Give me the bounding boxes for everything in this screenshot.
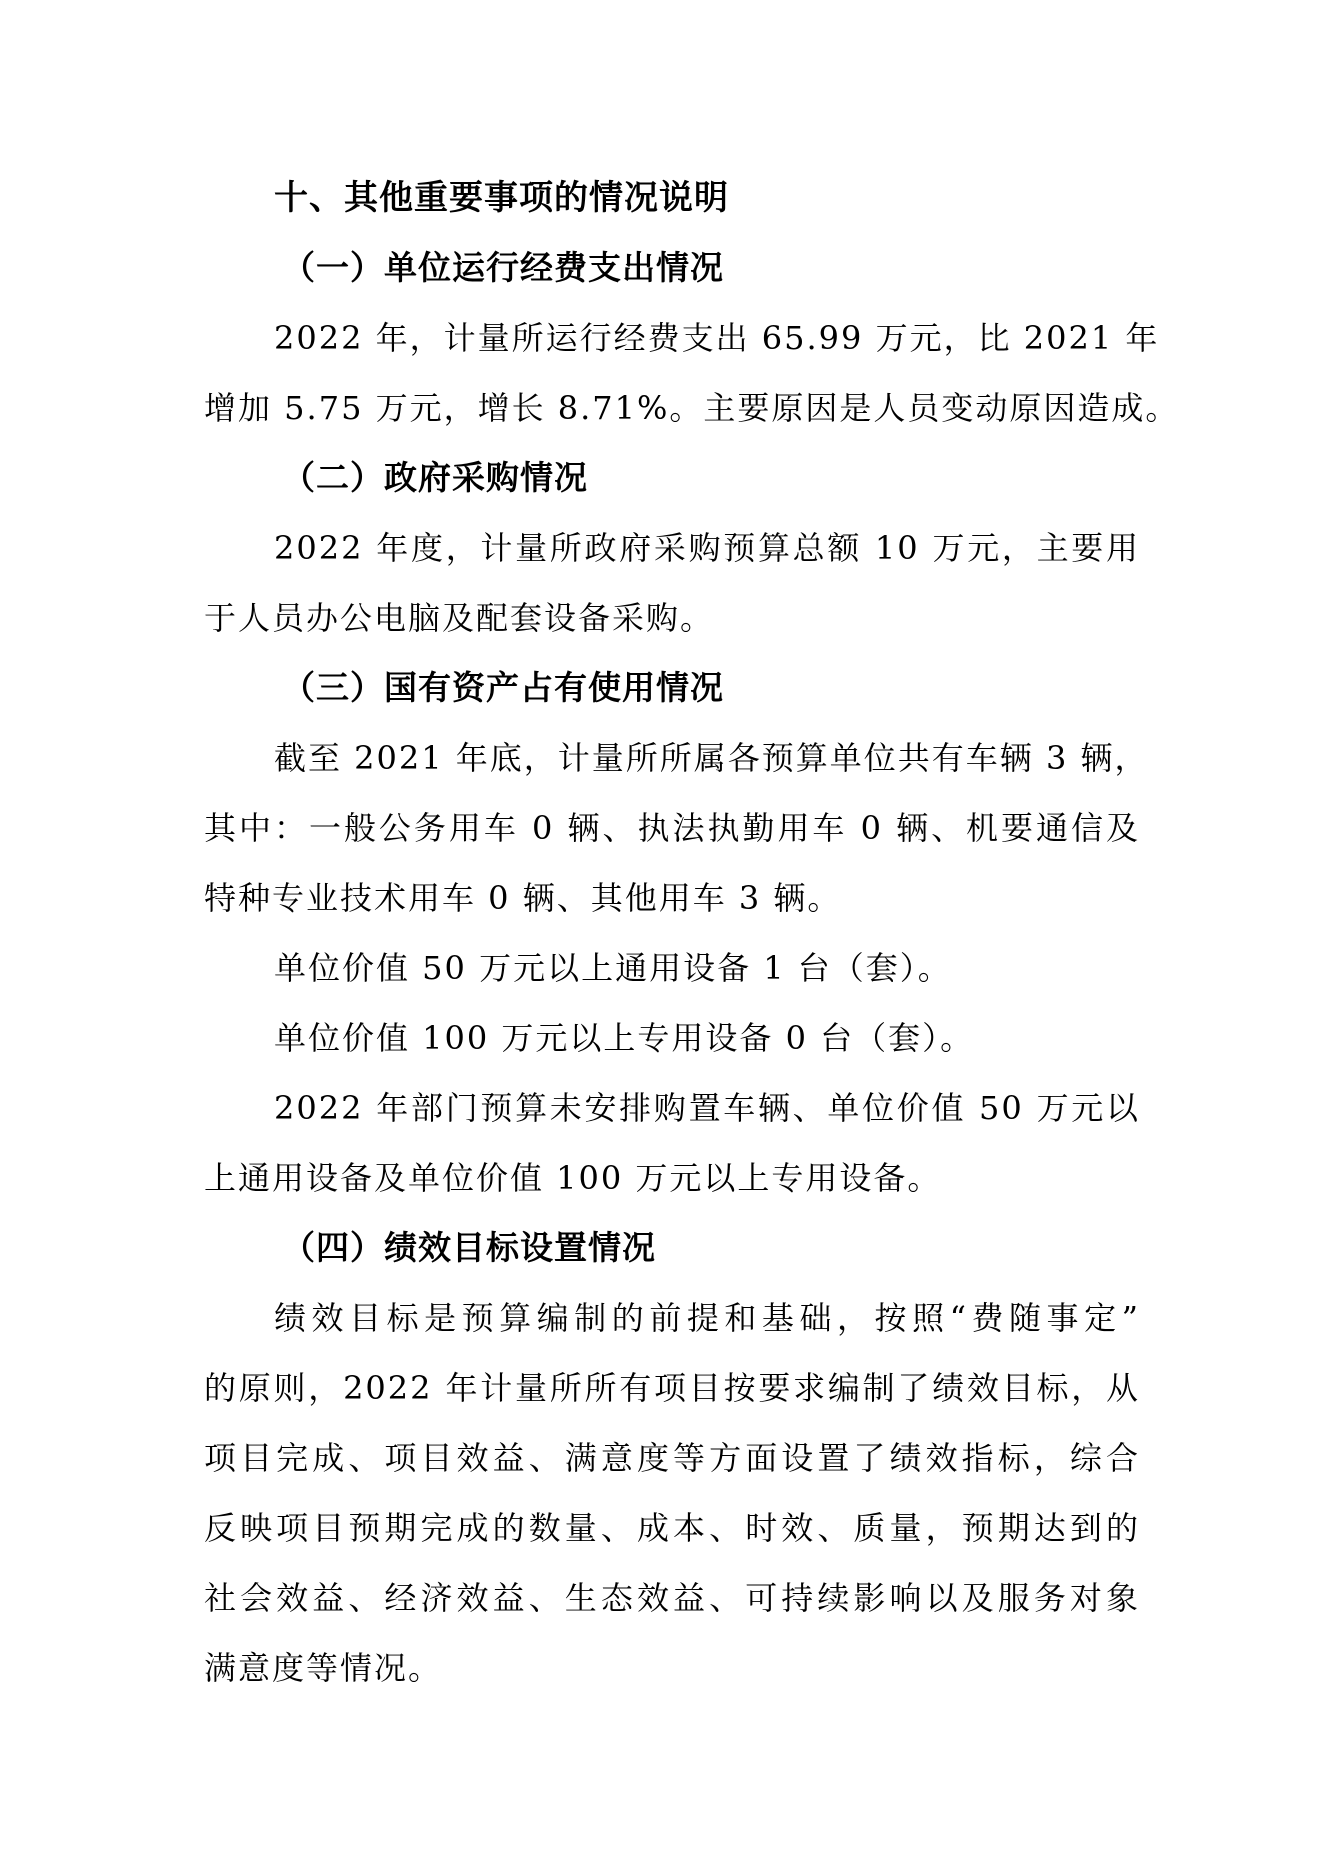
- paragraph-line: 绩效目标是预算编制的前提和基础，按照“费随事定”: [274, 1299, 1140, 1337]
- paragraph-line: 单位价值 50 万元以上通用设备 1 台（套）。: [274, 949, 952, 987]
- paragraph-line: 2022 年，计量所运行经费支出 65.99 万元，比 2021 年: [274, 319, 1160, 357]
- paragraph-line: 项目完成、项目效益、满意度等方面设置了绩效指标，综合: [204, 1439, 1140, 1477]
- paragraph-line: 满意度等情况。: [204, 1649, 443, 1687]
- subsection-heading-3: （三）国有资产占有使用情况: [282, 668, 724, 707]
- paragraph-line: 增加 5.75 万元，增长 8.71%。主要原因是人员变动原因造成。: [204, 389, 1180, 427]
- paragraph-line: 特种专业技术用车 0 辆、其他用车 3 辆。: [204, 879, 842, 917]
- paragraph-line: 2022 年度，计量所政府采购预算总额 10 万元，主要用: [274, 529, 1140, 567]
- paragraph-line: 单位价值 100 万元以上专用设备 0 台（套）。: [274, 1019, 975, 1057]
- paragraph-line: 其中：一般公务用车 0 辆、执法执勤用车 0 辆、机要通信及: [204, 809, 1140, 847]
- paragraph-line: 社会效益、经济效益、生态效益、可持续影响以及服务对象: [204, 1579, 1140, 1617]
- paragraph-line: 2022 年部门预算未安排购置车辆、单位价值 50 万元以: [274, 1089, 1140, 1127]
- subsection-heading-2: （二）政府采购情况: [282, 458, 588, 497]
- section-title: 十、其他重要事项的情况说明: [274, 178, 729, 218]
- paragraph-line: 的原则，2022 年计量所所有项目按要求编制了绩效目标，从: [204, 1369, 1140, 1407]
- paragraph-line: 上通用设备及单位价值 100 万元以上专用设备。: [204, 1159, 942, 1197]
- subsection-heading-4: （四）绩效目标设置情况: [282, 1228, 656, 1267]
- paragraph-line: 反映项目预期完成的数量、成本、时效、质量，预期达到的: [204, 1509, 1140, 1547]
- paragraph-line: 于人员办公电脑及配套设备采购。: [204, 599, 715, 637]
- paragraph-line: 截至 2021 年底，计量所所属各预算单位共有车辆 3 辆，: [274, 739, 1149, 777]
- subsection-heading-1: （一）单位运行经费支出情况: [282, 248, 724, 287]
